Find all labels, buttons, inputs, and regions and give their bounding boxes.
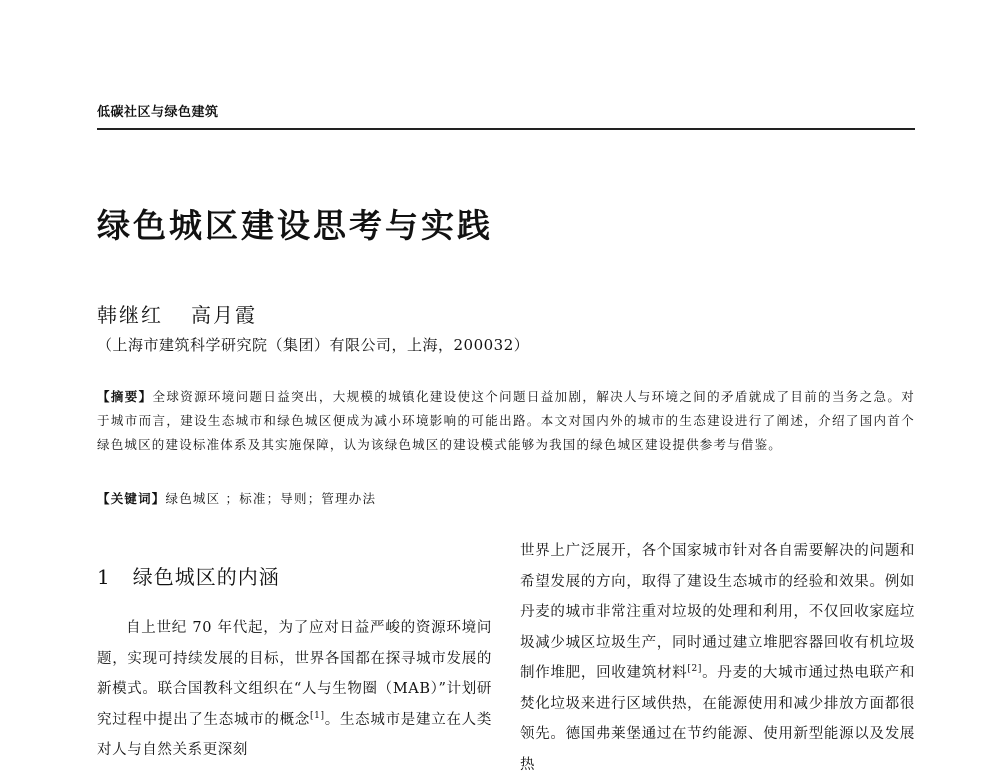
citation-ref: [1]: [310, 710, 325, 721]
author-affiliation: （上海市建筑科学研究院（集团）有限公司，上海，200032）: [97, 336, 530, 354]
paragraph-text: 。生态城市是建立在人类对人与自然关系更深刻: [97, 711, 492, 758]
abstract-text: 全球资源环境问题日益突出，大规模的城镇化建设使这个问题日益加剧，解决人与环境之间的矛盾就成了目前的当务之急。对于城市而言，建设生态城市和绿色城区便成为减小环境影响的可能出路。本文对国内外的城市的生态建设进行了阐述，介绍了国内首个绿色城区的建设标准体系及其实施保障，认为该绿色城区的建设模式能够为我国的绿色城区建设提供参考与借鉴。: [97, 389, 915, 452]
keywords: [97, 487, 915, 511]
keywords-text: 绿色城区 ；标准；导则；管理办法: [165, 491, 377, 506]
abstract: [97, 385, 915, 457]
author-name: 高月霞: [191, 303, 257, 327]
section-title: 绿色城区的内涵: [132, 565, 280, 589]
paragraph-text: 自上世纪 70 年代起，为了应对日益严峻的资源环境问题，实现可持续发展的目标，世界各国都在探寻城市发展的新模式。联合国教科文组织在“人与生物圈（MAB）”计划研究过程中提出了生态城市的概念: [97, 620, 492, 728]
paragraph-text: 。丹麦的大城市通过热电联产和焚化垃圾来进行区域供热，在能源使用和减少排放方面都很领先。德国弗莱堡通过在节约能源、使用新型能源以及发展热: [520, 665, 915, 773]
section-number: 1: [97, 565, 111, 589]
body-column-right: [520, 536, 915, 780]
article-title: 绿色城区建设思考与实践: [97, 206, 493, 245]
running-header: 低碳社区与绿色建筑: [97, 105, 219, 120]
section-heading: [97, 561, 280, 590]
abstract-label: 【摘要】: [97, 389, 153, 404]
header-rule: [97, 128, 915, 130]
citation-ref: [2]: [687, 664, 702, 675]
author-list: [97, 299, 257, 328]
author-name: 韩继红: [97, 303, 163, 327]
body-column-left: [97, 613, 492, 766]
paragraph-text: 世界上广泛展开，各个国家城市针对各自需要解决的问题和希望发展的方向，取得了建设生态城市的经验和效果。例如丹麦的城市非常注重对垃圾的处理和利用，不仅回收家庭垃圾减少城区垃圾生产，同时通过建立堆肥容器回收有机垃圾制作堆肥，回收建筑材料: [520, 543, 915, 681]
keywords-label: 【关键词】: [97, 491, 166, 506]
